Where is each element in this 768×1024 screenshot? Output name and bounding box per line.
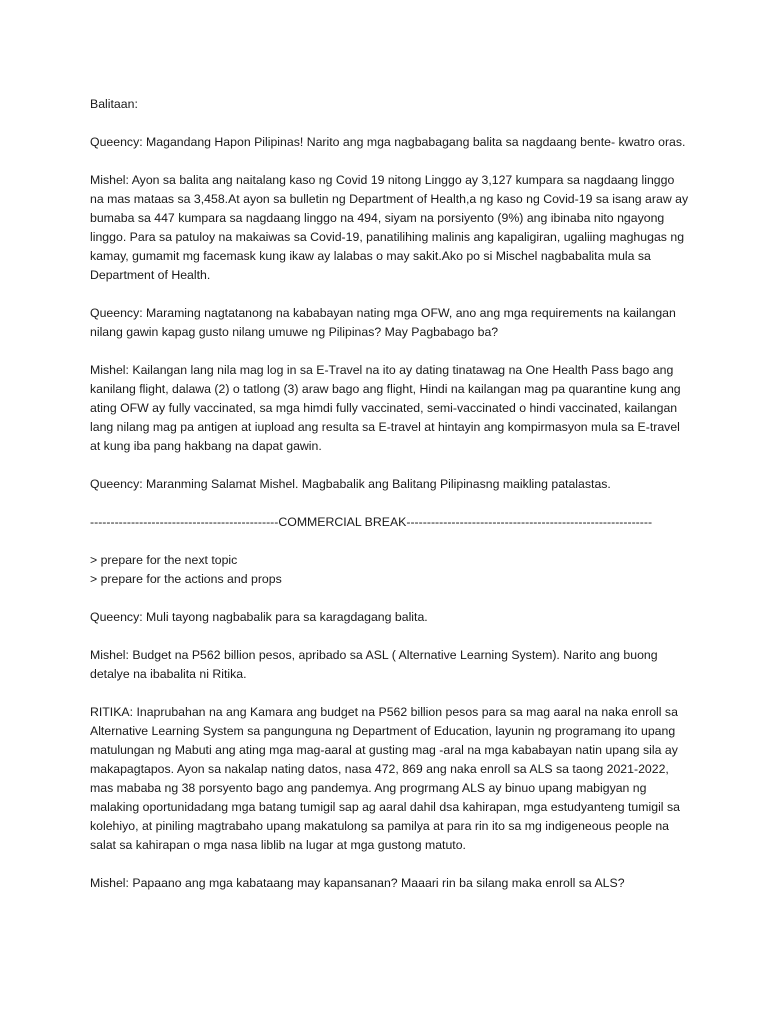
notes-list	[90, 551, 690, 589]
commercial-break-divider: ----------------------------------------------COMMERCIAL BREAK------------------------------------------------------------	[90, 515, 653, 529]
paragraph-ritika-report: RITIKA: Inaprubahan na ang Kamara ang budget na P562 billion pesos para sa mag aaral na naka enroll sa Alternative Learning System sa pangunguna ng Department of Education, layunin ng programang ito upang matulungan ng Mabuti ang ating mga mag-aaral at gusting mag -aral na mga kababayan natin upang sila ay makapagtapos. Ayon sa nakalap nating datos, nasa 472, 869 ang naka enroll sa ALS sa taong 2021-2022, mas mababa ng 38 porsyento bago ang pandemya. Ang progrmang ALS ay binuo upang mabigyan ng malaking oportunidadang mga batang tumigil sap ag aaral dahil dsa kahirapan, mga estudyanteng tumigil sa kolehiyo, at piniling magtrabaho upang makatulong sa pamilya at para rin ito sa mg indigeneous people na salat sa kahirapan o mga nasa liblib na lugar at mga gustong matuto.	[90, 705, 680, 852]
note-item: > prepare for the next topic	[90, 553, 238, 567]
paragraph-queency-return: Queency: Muli tayong nagbabalik para sa karagdagang balita.	[90, 610, 428, 624]
paragraph-mishel-covid: Mishel: Ayon sa balita ang naitalang kaso ng Covid 19 nitong Linggo ay 3,127 kumpara sa nagdaang linggo na mas mataas sa 3,458.At ayon sa bulletin ng Department of Health,a ng kaso ng Covid-19 sa isang araw ay bumaba sa 447 kumpara sa nagdaang linggo na 494, siyam na porsiyento (9%) ang ibinaba nito ngayong linggo. Para sa patuloy na makaiwas sa Covid-19, panatilihing malinis ang kapaligiran, ugaliing maghugas ng kamay, gumamit mg facemask kung ikaw ay lalabas o may sakit.Ako po si Mischel nagbabalita mula sa Department of Health.	[90, 173, 689, 282]
paragraph-mishel-question: Mishel: Papaano ang mga kabataang may kapansanan? Maaari rin ba silang maka enroll sa ALS?	[90, 876, 625, 890]
paragraph-mishel-etravel: Mishel: Kailangan lang nila mag log in sa E-Travel na ito ay dating tinatawag na One Health Pass bago ang kanilang flight, dalawa (2) o tatlong (3) araw bago ang flight, Hindi na kailangan mag pa quarantine kung ang ating OFW ay fully vaccinated, sa mga himdi fully vaccinated, semi-vaccinated o hindi vaccinated, kailangan lang nilang mag pa antigen at iupload ang resulta sa E-travel at hintayin ang kompirmasyon mula sa E-travel at kung iba pang hakbang na dapat gawin.	[90, 363, 681, 453]
paragraph-queency-thanks: Queency: Maranming Salamat Mishel. Magbabalik ang Balitang Pilipinasng maikling patalastas.	[90, 477, 611, 491]
document-heading: Balitaan:	[90, 97, 138, 111]
paragraph-mishel-budget: Mishel: Budget na P562 billion pesos, apribado sa ASL ( Alternative Learning System). Narito ang buong detalye na ibabalita ni Ritika.	[90, 648, 658, 681]
paragraph-queency-ofw-question: Queency: Maraming nagtatanong na kababayan nating mga OFW, ano ang mga requirements na kailangan nilang gawin kapag gusto nilang umuwe ng Pilipinas? May Pagbabago ba?	[90, 306, 676, 339]
paragraph-queency-intro: Queency: Magandang Hapon Pilipinas! Narito ang mga nagbabagang balita sa nagdaang bente- kwatro oras.	[90, 135, 686, 149]
document-body	[90, 95, 690, 893]
note-item: > prepare for the actions and props	[90, 572, 282, 586]
